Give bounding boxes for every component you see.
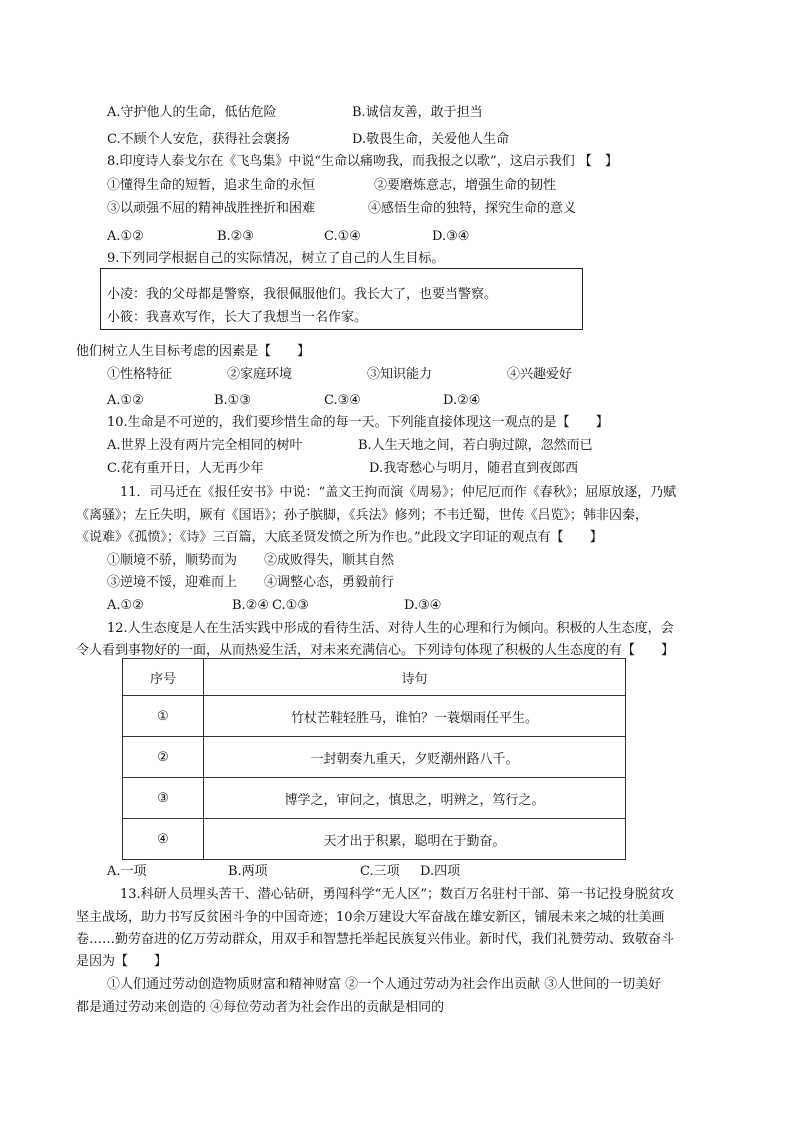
- q7-option-b: B.诚信友善，敢于担当: [352, 105, 483, 120]
- q9-item-3: ③知识能力: [367, 367, 433, 382]
- row-number: ①: [123, 696, 204, 737]
- q9-item-2: ②家庭环境: [227, 367, 293, 382]
- q11-option-a: A.①②: [107, 598, 144, 613]
- row-poem: 竹杖芒鞋轻胜马，谁怕？一蓑烟雨任平生。: [204, 696, 626, 737]
- q10-option-b: B.人生天地之间，若白驹过隙，忽然而已: [358, 438, 593, 453]
- q9-option-c: C.③④: [324, 393, 361, 408]
- q11-item-1: ①顺境不骄，顺势而为: [107, 553, 238, 568]
- q10-option-d: D.我寄愁心与明月，随君直到夜郎西: [369, 461, 579, 476]
- q8-option-c: C.①④: [324, 229, 361, 244]
- q13-stem-line-1: 13.科研人员埋头苦干、潜心钻研，勇闯科学“无人区”；数百万名驻村干部、第一书记投身脱贫攻: [120, 887, 674, 902]
- q7-option-c: C.不顾个人安危，获得社会褒扬: [107, 132, 290, 147]
- q9-item-1: ①性格特征: [107, 367, 173, 382]
- row-number: ③: [123, 778, 204, 819]
- q11-stem-line-1: 11．司马迁在《报任安书》中说：“盖文王拘而演《周易》；仲尼厄而作《春秋》；屈原放逐，乃赋: [120, 485, 677, 500]
- q12-stem-line-2: 令人看到事物好的一面，从而热爱生活，对未来充满信心。下列诗句体现了积极的人生态度的有【 】: [76, 643, 675, 658]
- q10-stem: 10.生命是不可逆的，我们要珍惜生命的每一天。下列能直接体现这一观点的是【 】: [107, 415, 609, 430]
- q13-items-line-1: ①人们通过劳动创造物质财富和精神财富 ②一个人通过劳动为社会作出贡献 ③人世间的一切美好: [107, 977, 662, 992]
- q11-option-c: C.①③: [272, 598, 309, 613]
- q9-option-d: D.②④: [443, 393, 481, 408]
- q8-option-a: A.①②: [107, 229, 144, 244]
- q9-box-line-1: 小凌：我的父母都是警察，我很佩服他们。我长大了，也要当警察。: [107, 287, 498, 302]
- q9-option-a: A.①②: [107, 393, 144, 408]
- q8-stem: 8.印度诗人泰戈尔在《飞鸟集》中说“生命以痛吻我，而我报之以歌”，这启示我们 【 】: [107, 154, 618, 169]
- q8-item-2: ②要磨炼意志，增强生命的韧性: [374, 178, 557, 193]
- column-header-number: 序号: [123, 659, 204, 696]
- q13-stem-line-2: 坚主战场，助力书写反贫困斗争的中国奇迹；10余万建设大军奋战在雄安新区，铺展未来之城的壮美画: [76, 910, 665, 925]
- q10-option-c: C.花有重开日，人无再少年: [107, 461, 264, 476]
- row-poem: 一封朝奏九重天，夕贬潮州路八千。: [204, 737, 626, 778]
- table-row: [123, 819, 626, 860]
- q8-option-d: D.③④: [432, 229, 470, 244]
- q12-stem-line-1: 12.人生态度是人在生活实践中形成的看待生活、对待人生的心理和行为倾向。积极的人生态度，会: [107, 621, 674, 636]
- q11-stem-line-2: 《离骚》；左丘失明，厥有《国语》；孙子膑脚，《兵法》修列；不韦迁蜀，世传《吕览》；韩非囚秦，: [76, 508, 649, 523]
- q12-option-c: C.三项: [360, 864, 400, 879]
- row-number: ④: [123, 819, 204, 860]
- q9-option-b: B.①③: [214, 393, 251, 408]
- table-header-row: [123, 659, 626, 696]
- q9-stem: 9.下列同学根据自己的实际情况，树立了自己的人生目标。: [107, 251, 445, 266]
- table-row: [123, 737, 626, 778]
- q11-item-4: ④调整心态，勇毅前行: [264, 575, 395, 590]
- table-row: [123, 778, 626, 819]
- q9-box-line-2: 小筱：我喜欢写作，长大了我想当一名作家。: [107, 310, 368, 325]
- q9-item-4: ④兴趣爱好: [507, 367, 573, 382]
- q8-item-4: ④感悟生命的独特，探究生命的意义: [368, 201, 577, 216]
- q11-stem-line-3: 《说难》《孤愤》；《诗》三百篇，大底圣贤发愤之所为作也。”此段文字印证的观点有【 】: [76, 530, 603, 545]
- q13-stem-line-4: 是因为【 】: [76, 954, 168, 969]
- row-poem: 天才出于积累，聪明在于勤奋。: [204, 819, 626, 860]
- q11-item-3: ③逆境不馁，迎难而上: [107, 575, 238, 590]
- q10-option-a: A.世界上没有两片完全相同的树叶: [107, 438, 303, 453]
- q13-items-line-2: 都是通过劳动来创造的 ④每位劳动者为社会作出的贡献是相同的: [76, 1000, 445, 1015]
- q7-option-a: A.守护他人的生命，低估危险: [107, 105, 277, 120]
- table-row: [123, 696, 626, 737]
- q7-option-d: D.敬畏生命，关爱他人生命: [352, 132, 510, 147]
- row-poem: 博学之，审问之，慎思之，明辨之，笃行之。: [204, 778, 626, 819]
- poem-table: [122, 658, 626, 860]
- q11-option-b: B.②④: [232, 598, 269, 613]
- q11-item-2: ②成败得失，顺其自然: [264, 553, 395, 568]
- q8-item-3: ③以顽强不屈的精神战胜挫折和困难: [107, 201, 316, 216]
- q12-option-b: B.两项: [228, 864, 268, 879]
- q9-question: 他们树立人生目标考虑的因素是【 】: [76, 344, 311, 359]
- q12-option-d: D.四项: [420, 864, 461, 879]
- q11-option-d: D.③④: [404, 598, 442, 613]
- q12-option-a: A.一项: [107, 864, 147, 879]
- q8-item-1: ①懂得生命的短暂，追求生命的永恒: [107, 178, 316, 193]
- column-header-poem: 诗句: [204, 659, 626, 696]
- row-number: ②: [123, 737, 204, 778]
- q13-stem-line-3: 卷……勤劳奋进的亿万劳动群众，用双手和智慧托举起民族复兴伟业。新时代，我们礼赞劳动、致敬奋斗: [76, 932, 675, 947]
- q8-option-b: B.②③: [217, 229, 254, 244]
